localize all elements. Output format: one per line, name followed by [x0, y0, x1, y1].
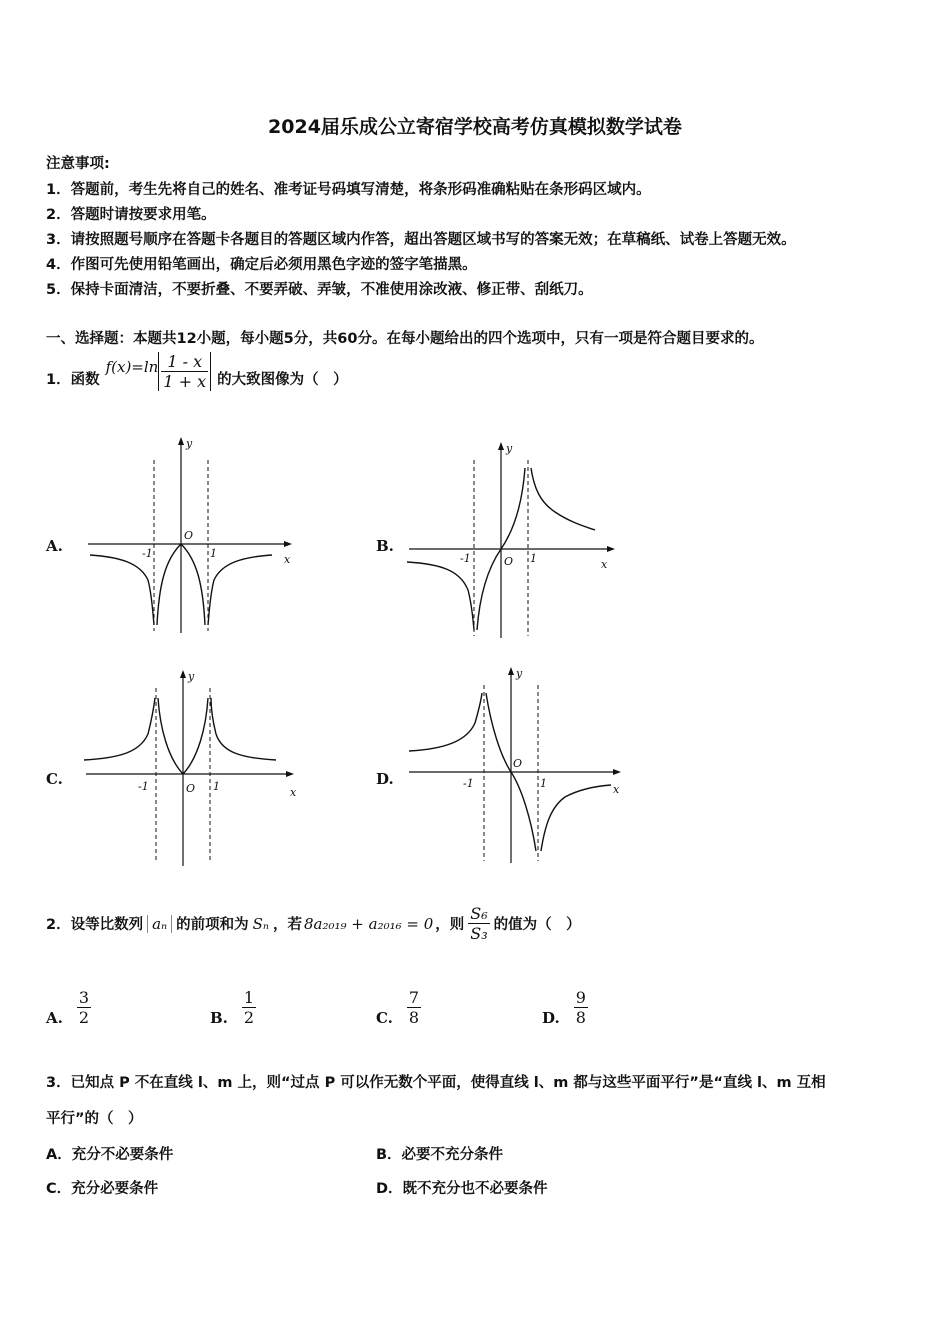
q2-mid1: 的前项和为 [176, 917, 249, 933]
q2-option-a-fraction [77, 988, 91, 1027]
q2-ratio-den: S₃ [470, 924, 488, 943]
graph-d-x: x [613, 783, 620, 796]
graph-d-pos1: 1 [540, 777, 547, 790]
q2-prefix: 2．设等比数列 [46, 917, 144, 933]
question-1 [46, 352, 348, 391]
q2-sum: Sₙ [252, 914, 269, 933]
graph-a-x: x [284, 553, 291, 566]
q2-option-d-den: 8 [575, 1008, 586, 1027]
q3-option-a: A．充分不必要条件 [46, 1147, 174, 1163]
graph-d-o: O [513, 757, 523, 770]
q2-option-b-den: 2 [243, 1008, 255, 1027]
q1-num: 1 - x [167, 352, 203, 371]
notice-heading: 注意事项: [46, 156, 110, 172]
q2-option-a [46, 988, 91, 1027]
q3-option-c: C．充分必要条件 [46, 1181, 159, 1197]
q2-option-b-fraction [242, 988, 256, 1027]
graph-b [405, 440, 625, 640]
graph-b-pos1: 1 [530, 552, 537, 565]
q1-prefix: 1．函数 [46, 372, 100, 388]
graph-b-neg1: -1 [460, 552, 471, 565]
q2-option-d-num: 9 [575, 988, 586, 1007]
question-3-line-2: 平行”的（ ） [46, 1111, 143, 1127]
q2-option-a-den: 2 [78, 1008, 90, 1027]
q3-option-b: B．必要不充分条件 [376, 1147, 504, 1163]
q1-option-d: D. [376, 770, 394, 788]
graph-d-y: y [516, 667, 523, 680]
graph-d [405, 665, 625, 865]
q2-condition: 8a₂₀₁₉ + a₂₀₁₆ = 0 [303, 914, 434, 933]
q2-option-b [210, 988, 256, 1027]
q1-option-a: A. [46, 537, 63, 555]
q1-suffix: 的大致图像为（ ） [217, 372, 348, 388]
q1-option-c: C. [46, 770, 63, 788]
graph-a-pos1: 1 [210, 547, 217, 560]
q2-option-b-label: B. [210, 1008, 228, 1027]
graph-c-pos1: 1 [213, 780, 220, 793]
q2-option-a-label: A. [46, 1008, 63, 1027]
graph-c-y: y [188, 670, 195, 683]
q1-func: f(x)=ln [105, 357, 159, 376]
q2-option-d [542, 988, 588, 1027]
q2-option-c-den: 8 [408, 1008, 420, 1027]
page-title: 2024届乐成公立寄宿学校高考仿真模拟数学试卷 [268, 116, 682, 138]
q1-fraction [161, 352, 208, 391]
q2-option-c [376, 988, 421, 1027]
q3-option-d: D．既不充分也不必要条件 [376, 1181, 548, 1197]
q2-ratio-num: S₆ [470, 904, 488, 923]
notice-item-3: 3．请按照题号顺序在答题卡各题目的答题区域内作答，超出答题区域书写的答案无效；在草稿纸、试卷上答题无效。 [46, 232, 796, 248]
q2-ratio [468, 904, 489, 943]
graph-c-x: x [290, 786, 297, 799]
notice-item-2: 2．答题时请按要求用笔。 [46, 207, 216, 223]
section-heading: 一、选择题：本题共12小题，每小题5分，共60分。在每小题给出的四个选项中，只有一项是符合题目要求的。 [46, 331, 764, 347]
notice-item-4: 4．作图可先使用铅笔画出，确定后必须用黑色字迹的签字笔描黑。 [46, 257, 477, 273]
q2-option-c-fraction [407, 988, 421, 1027]
graph-a-o: O [184, 529, 194, 542]
q1-den: 1 + x [163, 372, 207, 391]
q2-option-b-num: 1 [243, 988, 255, 1007]
q1-abs-bars [158, 352, 211, 391]
notice-item-1: 1．答题前，考生先将自己的姓名、准考证号码填写清楚，将条形码准确粘贴在条形码区域内。 [46, 182, 651, 198]
graph-c-neg1: -1 [138, 780, 149, 793]
q2-mid3: ，则 [435, 917, 465, 933]
q2-option-c-label: C. [376, 1008, 393, 1027]
graph-c-o: O [186, 782, 196, 795]
graph-c [80, 668, 300, 868]
q1-option-b: B. [376, 537, 394, 555]
question-3-line-1: 3．已知点 P 不在直线 l、m 上，则“过点 P 可以作无数个平面，使得直线 l、m 都与这些平面平行”是“直线 l、m 互相 [46, 1075, 826, 1091]
graph-d-neg1: -1 [463, 777, 474, 790]
graph-b-o: O [504, 555, 514, 568]
q2-mid2: ，若 [272, 917, 302, 933]
graph-a-neg1: -1 [142, 547, 153, 560]
notice-item-5: 5．保持卡面清洁，不要折叠、不要弄破、弄皱，不准使用涂改液、修正带、刮纸刀。 [46, 282, 593, 298]
graph-b-y: y [506, 442, 513, 455]
graph-b-x: x [601, 558, 608, 571]
q2-suffix: 的值为（ ） [493, 917, 581, 933]
q2-option-a-num: 3 [78, 988, 90, 1007]
q2-seq: aₙ [147, 915, 172, 933]
q2-option-c-num: 7 [408, 988, 420, 1007]
graph-a [80, 435, 300, 635]
q2-option-d-label: D. [542, 1008, 560, 1027]
question-2 [46, 904, 581, 943]
q2-option-d-fraction [574, 988, 588, 1027]
graph-a-y: y [186, 437, 193, 450]
